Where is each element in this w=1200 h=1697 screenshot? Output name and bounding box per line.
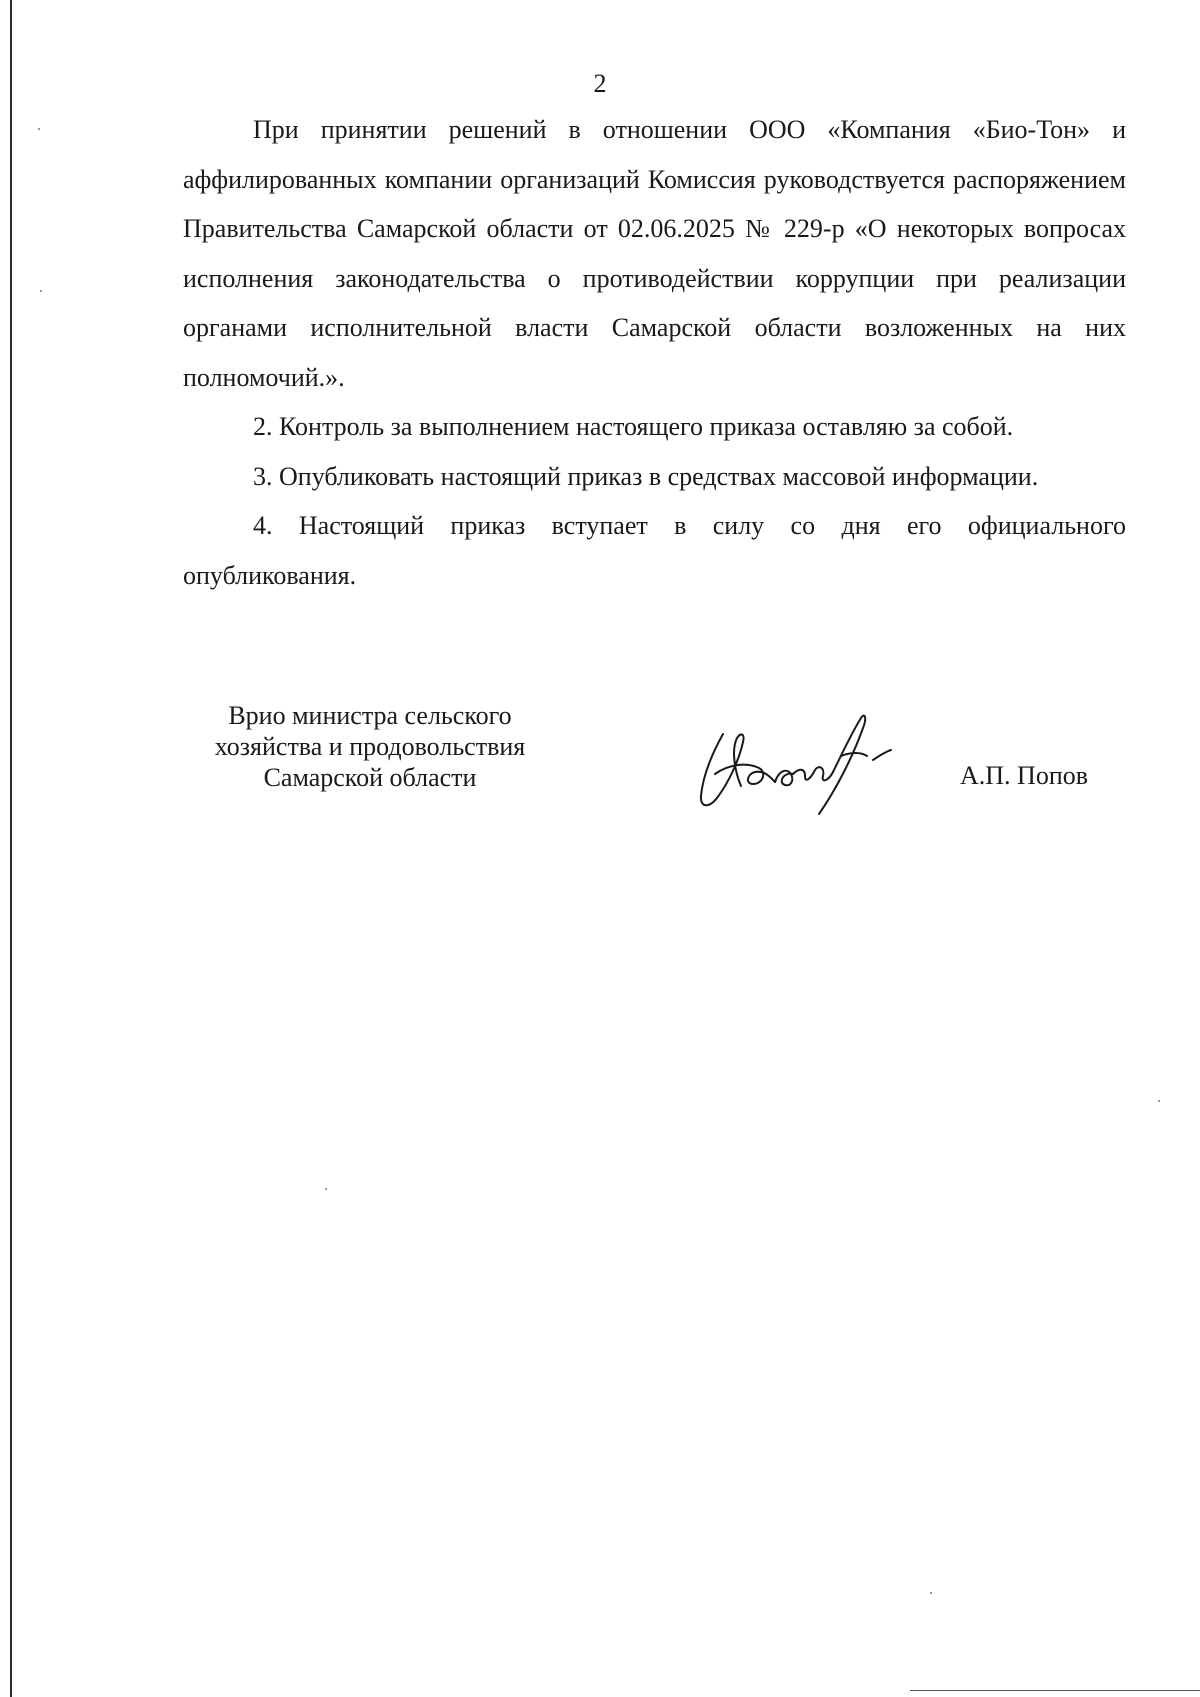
- signatory-position: [180, 700, 560, 793]
- signatory-name: А.П. Попов: [960, 761, 1089, 790]
- signatory-position-line: Самарской области: [263, 763, 477, 792]
- paragraph-effective-date: 4. Настоящий приказ вступает в силу со дня его официального опубликования.: [183, 511, 1126, 590]
- scan-speck: [325, 1188, 327, 1190]
- scan-speck: [38, 128, 40, 130]
- scan-edge-left-line: [10, 0, 12, 1697]
- paragraph-publish: 3. Опубликовать настоящий приказ в средствах массовой информации.: [253, 461, 1039, 491]
- document-body: [183, 105, 1126, 600]
- handwritten-signature-icon: [695, 712, 895, 822]
- page-number: 2: [593, 69, 607, 98]
- paragraph-control: 2. Контроль за выполнением настоящего приказа оставляю за собой.: [253, 412, 1014, 441]
- scan-speck: [1158, 1100, 1160, 1102]
- signatory-position-line: хозяйства и продовольствия: [214, 732, 526, 761]
- signatory-position-line: Врио министра сельского: [228, 701, 512, 730]
- paragraph-commission-decisions: При принятии решений в отношении ООО «Компания «Био-Тон» и аффилированных компании организаций Комиссия руководствуется распоряжением Правительства Самарской области от 02.06.2025 № 229-р «О некоторых вопросах исполнения законодательства о противодействии коррупции при реализации органами исполнительной власти Самарской области возложенных на них полномочий.».: [183, 115, 1126, 392]
- scan-speck: [40, 290, 42, 292]
- scan-speck: [930, 1592, 932, 1594]
- scan-edge-bottom-line: [910, 1690, 1200, 1691]
